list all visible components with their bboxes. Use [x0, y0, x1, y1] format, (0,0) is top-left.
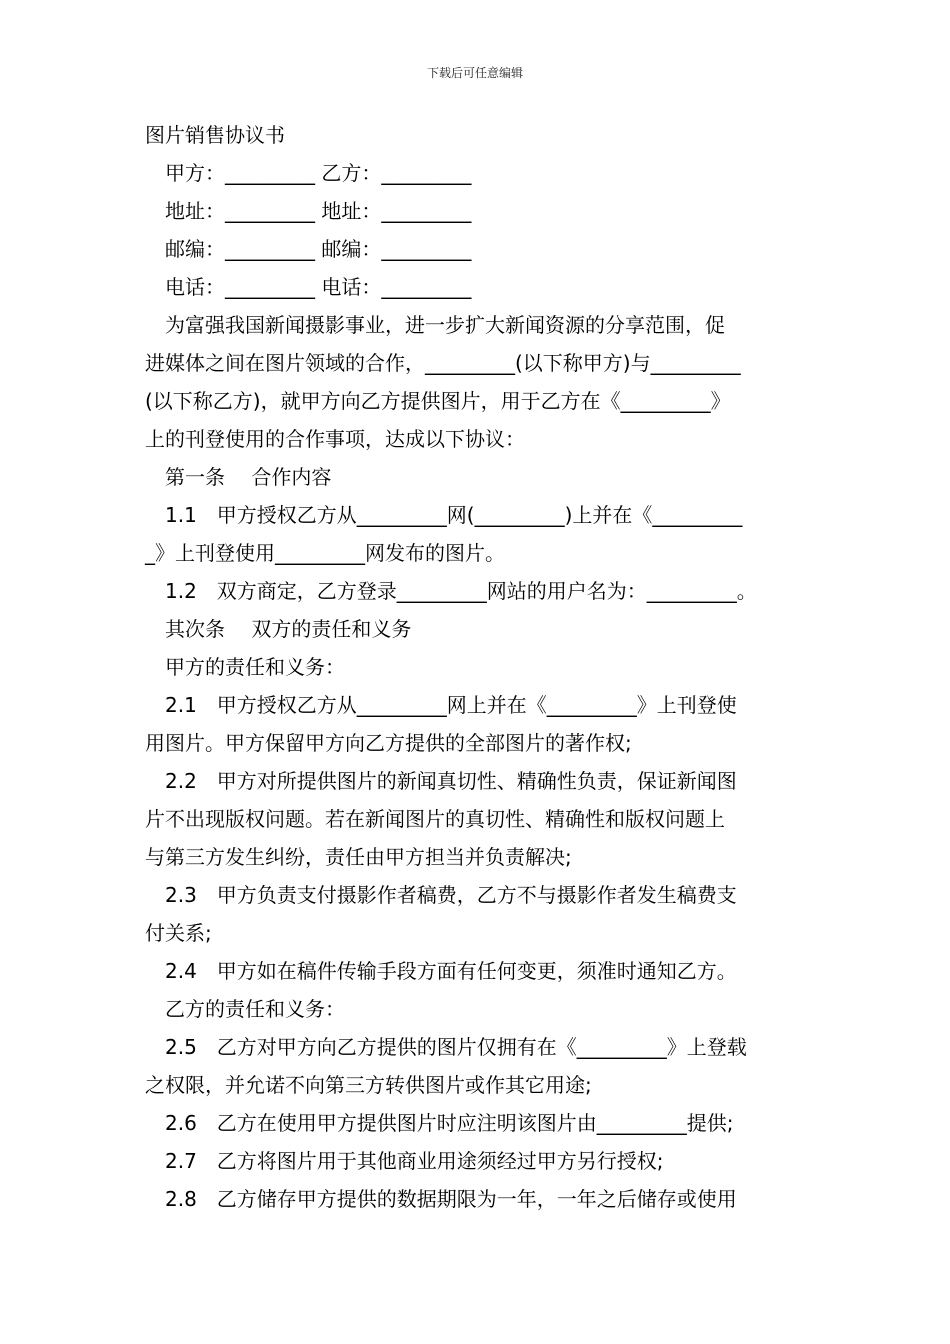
clause-2-5-line-2: 之权限，并允诺不向第三方转供图片或作其它用途;	[145, 1073, 592, 1097]
clause-1-1-line-2: _》上刊登使用_________网发布的图片。	[145, 541, 505, 565]
clause-2-3-line-2: 付关系;	[145, 921, 212, 945]
clause-2-5-line-1: 2.5 乙方对甲方向乙方提供的图片仅拥有在《_________》上登载	[165, 1035, 747, 1059]
party-row-phone: 电话：_________ 电话：_________	[165, 275, 472, 299]
clause-2-1-line-2: 用图片。甲方保留甲方向乙方提供的全部图片的著作权;	[145, 731, 632, 755]
document-body	[145, 116, 807, 1218]
clause-2-1-line-1: 2.1 甲方授权乙方从_________网上并在《_________》上刊登使	[165, 693, 737, 717]
clause-1-1-line-1: 1.1 甲方授权乙方从_________网(_________)上并在《_________	[165, 503, 743, 527]
party-row-address: 地址：_________ 地址：_________	[165, 199, 472, 223]
clause-2-2-line-2: 片不出现版权问题。若在新闻图片的真切性、精确性和版权问题上	[145, 807, 725, 831]
clause-2-7: 2.7 乙方将图片用于其他商业用途须经过甲方另行授权;	[165, 1149, 664, 1173]
party-a-duties-heading: 甲方的责任和义务：	[165, 655, 345, 679]
clause-2-8: 2.8 乙方储存甲方提供的数据期限为一年，一年之后储存或使用	[165, 1187, 737, 1211]
clause-1-2: 1.2 双方商定，乙方登录_________网站的用户名为：_________。	[165, 579, 757, 603]
clause-2-3-line-1: 2.3 甲方负责支付摄影作者稿费，乙方不与摄影作者发生稿费支	[165, 883, 737, 907]
clause-2-4: 2.4 甲方如在稿件传输手段方面有任何变更，须准时通知乙方。	[165, 959, 737, 983]
article-2-heading: 其次条 双方的责任和义务	[165, 617, 412, 641]
intro-line-3: (以下称乙方)，就甲方向乙方提供图片，用于乙方在《_________》	[145, 389, 731, 413]
party-b-duties-heading: 乙方的责任和义务：	[165, 997, 345, 1021]
article-1-heading: 第一条 合作内容	[165, 465, 332, 489]
party-row-names: 甲方：_________ 乙方：_________	[165, 161, 472, 185]
intro-line-2: 进媒体之间在图片领域的合作，_________(以下称甲方)与_________	[145, 351, 741, 375]
clause-2-6: 2.6 乙方在使用甲方提供图片时应注明该图片由_________提供;	[165, 1111, 734, 1135]
intro-line-4: 上的刊登使用的合作事项，达成以下协议：	[145, 427, 525, 451]
party-row-postcode: 邮编：_________ 邮编：_________	[165, 237, 472, 261]
page-header-note: 下载后可任意编辑	[426, 66, 523, 80]
clause-2-2-line-3: 与第三方发生纠纷，责任由甲方担当并负责解决;	[145, 845, 572, 869]
clause-2-2-line-1: 2.2 甲方对所提供图片的新闻真切性、精确性负责，保证新闻图	[165, 769, 737, 793]
document-title: 图片销售协议书	[145, 123, 285, 147]
intro-line-1: 为富强我国新闻摄影事业，进一步扩大新闻资源的分享范围，促	[165, 313, 725, 337]
